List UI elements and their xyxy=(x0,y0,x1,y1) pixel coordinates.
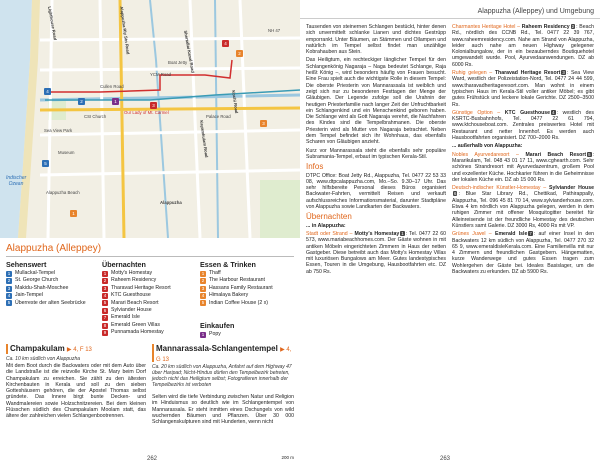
legend-number-badge: 1 xyxy=(201,331,205,337)
stay-cat-6: Deutsch-indischer Künstler-Homestay – xyxy=(452,185,547,192)
stay-text-6: : Blue Star Library Rd., Chettikad, Pathirappally, Alappuzha, Tel. 096 45 81 70 14, www.sylvianderhouse.com. Etwa 4 km nördlich von Alappuzha gelegen, werden in dem ruhigen Zimmer mit offener Mosquitogitter bereitet für Alleinreisende ist der freundliche Homestay des deutschen Künstlers samt Galerie. DZ 3000 Rs, 4000 Rs mit VP. xyxy=(452,191,594,229)
legend-item-stay xyxy=(102,277,198,284)
legend-number-badge: 1 xyxy=(201,270,205,276)
legend-item-label: Emerald Green Villas xyxy=(111,321,160,328)
legend-item-label: Raheem Residency xyxy=(111,277,157,284)
legend-item-label: Marari Beach Resort xyxy=(111,299,159,306)
stay-name-3: Tharavad Heritage Resort xyxy=(494,70,561,77)
page-number-left: 262 xyxy=(147,456,158,462)
legend-item-label: Tharavad Heritage Resort xyxy=(111,284,171,291)
legend-item-label: Überreste der alten Seebrücke xyxy=(15,299,86,306)
map-pin[interactable]: 1 xyxy=(112,98,119,105)
stay-name-2: Raheem Residency xyxy=(521,24,570,30)
legend-item-sights xyxy=(6,292,101,299)
stay-text-2: : Beach Rd., nördlich des CCNB Rd., Tel. 0477 22 39 767, www.raheemresidency.com. Nahe am Strand von Alappuzha, leider auch nahe am neuen Highway gelegener Kolonialbungalow, der in ein bezauberndes Boutiquehotel umgewandelt wurde. Pool, Ayurvedaanwendungen. DZ ab 6000 Rs. xyxy=(452,24,595,68)
stay-text-4: : westlich des KSRTC-Busbahnhofs, Tel. 0477 22 61 794, www.ktchouseboat.com. Zentrales preiswertes Hotel mit Restaurant und netter Innenhof. Es werden auch Hausbootfahrten organisiert. DZ 700–2000 Rs. xyxy=(452,109,594,142)
legend-item-stay xyxy=(102,314,198,321)
map-pin[interactable]: 4 xyxy=(44,88,51,95)
stay-title: Übernachten xyxy=(306,212,352,222)
stay-subtitle-2: ... außerhalb von Alappuzha: xyxy=(452,143,523,150)
article-mannarassala-title xyxy=(156,345,296,364)
legend-stay-title: Übernachten xyxy=(102,260,146,269)
legend-number-badge: 4 xyxy=(201,292,205,298)
city-map xyxy=(0,0,300,238)
legend-item-eat xyxy=(200,285,296,292)
map-label-cullen-road: Cullen Road xyxy=(100,84,124,89)
running-header: Alappuzha (Alleppey) und Umgebung xyxy=(477,8,594,15)
legend-sights-title: Sehenswert xyxy=(6,260,47,269)
legend-item-label: Thaff xyxy=(209,270,221,276)
legend-item-label: Indian Coffee House (2 x) xyxy=(209,299,269,306)
stay-cat-2: Charmantes Heritage Hotel – xyxy=(452,24,521,30)
infos-text: DTPC Office: Boat Jetty Rd., Alappuzha, Tel. 0477 22 53 33 08, www.dtpcalappuzha.com, Mo.–So. 9.30–17 Uhr. Das sehr hilfsbereite Personal dieses Büros organisiert Backwater-Fahrten, vermittelt Reisen und verkauft aufschlussreiches Informationsmaterial, darunter Stadtpläne von Alappuzha sowie Landkarten der Backwaters. xyxy=(306,172,446,211)
map-label-rly-road: Alappuzha Rly Stn Road xyxy=(119,6,131,55)
legend-number-badge: 1 xyxy=(103,270,107,276)
legend-shop-title: Einkaufen xyxy=(200,321,235,330)
legend-item-label: Mullackal-Tempel xyxy=(15,270,56,276)
mannarassala-rating: ▶ 4, G 13 xyxy=(156,347,292,363)
stay-cat-3: Ruhig gelegen – xyxy=(452,70,493,77)
mannarassala-text: Selten wird die tiefe Verbindung zwischen Natur und Religion im Hinduismus so deutlich wie im Schlangentempel von Mannarassala. Er steht inmitten eines Dschungels von wild wuchernden Bäumen und Pflanzen. Über 30 000 Schlangenskulpturen sind mit Hunderten, wenn nicht xyxy=(152,394,294,426)
legend-item-eat xyxy=(200,270,296,277)
legend-item-eat xyxy=(200,292,296,299)
legend-item-eat xyxy=(200,300,296,307)
legend-number-badge: 1 xyxy=(7,270,11,276)
stay-name-1: Motty's Homestay xyxy=(354,230,400,237)
legend-number-badge: 4 xyxy=(103,292,107,298)
stay-entry-tharavad: Ruhig gelegen – Tharavad Heritage Resort 3 : Sea View Ward, westlich der Polizeistation-Nord, Tel. 0477 24 44 599, www.tharavadheritageresort.com. Man wohnt in einem typischen Haus im Kerala-Stil voller antiker Möbel; es gibt gutes Frühstück und leckere lokale Gerichte. DZ 2500–3500 Rs. xyxy=(452,70,594,108)
stay-text-3: : Sea View Ward, westlich der Polizeistation-Nord, Tel. 0477 24 44 599, www.tharavadheritageresort.com. Man wohnt in einem typischen Haus im Kerala-Stil voller antiker Möbel; es gibt gutes Frühstück und leckere lokale Gerichte. DZ 2500–3500 Rs. xyxy=(452,70,594,108)
map-label-lighthouse-road: Lighthouse Road xyxy=(47,6,58,41)
legend-number-badge: 5 xyxy=(201,300,205,306)
stay-name-4: KTC Guesthouse xyxy=(504,109,551,116)
legend-item-stay xyxy=(102,285,198,292)
legend-item-label: Sylviander House xyxy=(111,307,152,314)
map-pin[interactable]: 1 xyxy=(70,210,77,217)
legend-eat xyxy=(200,270,296,307)
legend-item-stay xyxy=(102,300,198,307)
map-label-boat-jetty: Boat Jetty xyxy=(168,60,188,65)
map-scale: 200 m xyxy=(281,455,294,460)
legend-item-label: The Harbour Restaurant xyxy=(209,277,265,284)
legend-item-label: Himalaya Bakery xyxy=(209,292,249,299)
legend-item-label: Emerald Isle xyxy=(111,314,140,321)
mannarassala-title-text: Mannarassala-Schlangentempel xyxy=(156,344,278,353)
right-column-1 xyxy=(306,24,446,456)
section-title: Alappuzha (Alleppey) xyxy=(6,243,102,254)
mannarassala-cont-3: Kurz vor Mannarassala steht die ebenfalls sehr populäre Subramania-Tempel, erbaut im typischen Kerala-Stil. xyxy=(306,147,446,160)
legend-item-shop xyxy=(200,331,296,338)
map-label-shertallai-road: Shertallai Kanal Road xyxy=(183,30,196,74)
legend-number-badge: 7 xyxy=(103,315,107,321)
legend-number-badge: 5 xyxy=(7,300,11,306)
champakulam-title-text: Champakulam xyxy=(10,344,65,353)
legend-number-badge: 2 xyxy=(7,278,11,284)
legend-item-label: Punnamada Homestay xyxy=(111,329,164,336)
legend-item-sights xyxy=(6,277,101,284)
stay-text-7: : auf einer Insel in den Backwaters 12 km südlich von Alappuzha, Tel. 0477 270 32 65 9, www.emeraldisleKerala.com. Eine Familienvilla mit nur 4 Zimmern und freundlichen Gastgebern. Hängematten, kurze Wanderwege und gutes Essen tragen zum Wohlergehen der Gäste bei. Ideales Basislager, um die Backwaters zu erkunden. DZ ab 5900 Rs. xyxy=(452,231,594,275)
stay-cat-7: Grünes Juwel – xyxy=(452,231,492,238)
infos-title: Infos xyxy=(306,162,324,172)
legend-eat-title: Essen & Trinken xyxy=(200,260,256,269)
legend-item-stay xyxy=(102,292,198,299)
map-label-kayamkulam-road: Kayamkulam Road xyxy=(199,120,210,158)
map-label-museum: Museum xyxy=(58,150,75,155)
article-champakulam-title xyxy=(10,345,92,355)
legend-item-label: Hassans Family Restaurant xyxy=(209,284,273,291)
map-label-sea-view: Sea View Park xyxy=(44,128,73,133)
map-label-csi-church: CSI Church xyxy=(84,114,107,119)
map-pin[interactable]: 5 xyxy=(42,160,49,167)
stay-entry-motty: Stadt oder Strand – Motty's Homestay 1 : Tel. 0477 22 60 573, www.mariabeachhomes.com. Der Gäste wohnen in mit antiken Möbeln eingerichteten Zimmern in Haus der netten Gastgeber. Diese betreibt auch das Motty's Homestay Villas mit luxuriösen Bungalows am Meer. Gutes landestypisches Essen, Touren in die Umgebung, Hausbootfahrten etc. DZ ab 750 Rs. xyxy=(306,230,446,275)
stay-name-5: Marari Beach Resort xyxy=(525,151,587,158)
legend-item-stay xyxy=(102,329,198,336)
legend-number-badge: 3 xyxy=(7,285,11,291)
stay-subtitle: ... in Alappuzha: xyxy=(306,222,346,229)
legend-item-stay xyxy=(102,270,198,277)
stay-cat-4: Günstige Option – xyxy=(452,109,501,116)
map-label-palace-road: Palace Road xyxy=(206,114,231,119)
legend-item-label: Popy xyxy=(209,331,221,337)
stay-cat-1: Stadt oder Strand – xyxy=(306,230,353,237)
legend-item-label: Makidu-Shah-Moschee xyxy=(15,284,69,291)
mannarassala-subtitle: Ca. 20 km südlich von Alappuzha, Anfahrt auf dem Highway 47 über Haripad; Nicht-Hindus dürfen den Tempelbezirk betreten, jedoch nicht das Heiligtum selbst; Fotografieren innerhalb der Tempelbezirks ist verboten xyxy=(152,364,292,388)
map-pin[interactable]: 4 xyxy=(222,40,229,47)
map-label-ycm-road: YCM Road xyxy=(150,72,172,77)
stay-entry-emerald: Grünes Juwel – Emerald Isle 7 : auf einer Insel in den Backwaters 12 km südlich von Alappuzha, Tel. 0477 270 32 65 9, www.emeraldisleKerala.com. Eine Familienvilla mit nur 4 Zimmern und freundlichen Gastgebern. Hängematten, kurze Wanderwege und gutes Essen tragen zum Wohlergehen der Gäste bei. Ideales Basislager, um die Backwaters zu erkunden. DZ ab 5900 Rs. xyxy=(452,231,594,275)
legend-item-stay xyxy=(102,307,198,314)
map-label-our-lady: Our Lady of Mt. Carmel xyxy=(124,110,169,115)
stay-cat-5: Nobles Ayurvedaresort – xyxy=(452,151,519,158)
right-page xyxy=(300,0,600,468)
stay-entry-ktc: Günstige Option – KTC Guesthouse 4 : westlich des KSRTC-Busbahnhofs, Tel. 0477 22 61 794, www.ktchouseboat.com. Zentrales preiswertes Hotel mit Restaurant und netter Innenhof. Es werden auch Hausbootfahrten organisiert. DZ 700–2000 Rs. xyxy=(452,109,594,142)
stay-text-1: : Tel. 0477 22 60 573, www.mariabeachhomes.com. Der Gäste wohnen in mit antiken Möbeln eingerichteten Zimmern in Haus der netten Gastgeber. Diese betreibt auch das Motty's Homestay Villas mit luxuriösen Bungalows am Meer. Gutes landestypisches Essen, Touren in die Umgebung, Hausbootfahrten etc. DZ ab 750 Rs. xyxy=(306,230,446,275)
stay-entry-sylviander: Deutsch-indischer Künstler-Homestay – Sylviander House6 : Blue Star Library Rd., Chettikad, Pathirappally, Alappuzha, Tel. 096 45 81 70 14, www.sylvianderhouse.com. Etwa 4 km nördlich von Alappuzha gelegen, werden in dem ruhigen Zimmer mit offener Mosquitogitter bereitet für Alleinreisende ist der freundliche Homestay des deutschen Künstlers samt Galerie. DZ 3000 Rs, 4000 Rs mit VP. xyxy=(452,185,594,229)
champakulam-text: Mit dem Boot durch die Backwaters oder mit dem Auto über die Landstraße ist die reizvolle Kirche St. Mary beim Dorf Champakulam zu erreichen. Sie zählt zu den ältesten Kirchenbauten in Kerala und soll zu den sieben Gotteshäusern gehören, die der Apostel Thomas selbst gründete. Das Innere birgt bunte Decken- und Wandmalereien sowie Holzschnitzereien. Bei dem kleinen Flüsschen südlich des Champakulam Moolam statt, das ältere der zahlreichen vielen Schlangenbootrennen. xyxy=(6,363,146,420)
legend-sights xyxy=(6,270,101,307)
map-pin[interactable]: 2 xyxy=(236,50,243,57)
legend-number-badge: 4 xyxy=(7,292,11,298)
legend-number-badge: 6 xyxy=(103,307,107,313)
champakulam-body xyxy=(6,363,146,453)
stay-entry-raheem: Charmantes Heritage Hotel – Raheem Residency 2 : Beach Rd., nördlich des CCNB Rd., Tel. 0477 22 39 767, www.raheemresidency.com. Nahe am Strand von Alappuzha, leider auch nahe am neuen Highway gelegener Kolonialbungalow, der in ein bezauberndes Boutiquehotel umgewandelt wurde. Pool, Ayurvedaanwendungen. DZ ab 6000 Rs. xyxy=(452,24,595,68)
legend-item-eat xyxy=(200,277,296,284)
legend-item-sights xyxy=(6,270,101,277)
legend-number-badge: 2 xyxy=(201,278,205,284)
map-label-town: Alappuzha xyxy=(160,200,182,205)
stay-entry-marari: Nobles Ayurvedaresort – Marari Beach Resort 5 : Mararikulam, Tel. 048 43 01 17 11, www.cghearth.com. Sehr schönes Strandresort mit Ayurvedazentrum, großem Pool und exzellenter Küche. Hochkarier führen in die Geheimnisse der lokalen Küche ein. DZ ab 15 000 Rs. xyxy=(452,151,594,183)
legend-item-sights xyxy=(6,300,101,307)
legend-number-badge: 2 xyxy=(103,278,107,284)
mannarassala-cont-1: Tausenden von steinernen Schlangen bestückt, hinter denen sich unvermittelt schlanke Lianen und dichtes Gestrüpp emporrankt. Unter Bäumen, an Stämmen und Ollampen und natürlich im Tempel selbst findet man unzählige Kobrahauben aus Stein. xyxy=(306,24,446,56)
legend-shop xyxy=(200,331,296,338)
legend-item-label: KTC Guesthouse xyxy=(111,292,151,299)
legend-number-badge: 3 xyxy=(201,285,205,291)
right-column-2 xyxy=(452,24,594,456)
legend-number-badge: 5 xyxy=(103,300,107,306)
map-label-beach: Alappuzha Beach xyxy=(46,190,80,195)
legend-item-label: St. George Church xyxy=(15,277,59,284)
map-pin[interactable]: 2 xyxy=(78,98,85,105)
legend-item-sights xyxy=(6,285,101,292)
legend-item-label: Jain-Tempel xyxy=(15,292,43,299)
stay-text-5: : Mararikulam, Tel. 048 43 01 17 11, www.cghearth.com. Sehr schönes Strandresort mit Ayurvedazentrum, großem Pool und exzellenter Küche. Hochkarier führen in die Geheimnisse der lokalen Küche ein. DZ ab 15 000 Rs. xyxy=(452,151,594,183)
legend-item-stay xyxy=(102,322,198,329)
legend-number-badge: 8 xyxy=(103,322,107,328)
legend-stay xyxy=(102,270,198,337)
map-label-nh47: NH 47 xyxy=(268,28,281,33)
map-label-ocean: Indischer Ozean xyxy=(6,175,27,187)
stay-name-6: Sylviander House xyxy=(549,185,594,192)
mannarassala-cont-2: Das Heiligtum, ein rechteckiger länglicher Tempel für den Schlangenkönig Nagaraja – Naga bedeutet Schlange, Raja heißt König –, wird besonders häufig von Frauen besucht. Eine Frau spielt auch die wichtigste Rolle in diesem Tempel: Die oberste Priesterin von Mannarassala ist weiblich und zeigt sich nur zu besonderen Festtagen der Menge der Gläubigen. Der Legende zufolge soll die Urahnin der heutigen Priesterfamilie nach langer Zeit der Unfruchtbarkeit ein Schlangenkind und ein Menschenkind geboren haben. Die Schlange wird als Gott Nagaraja verehrt, die Nachfahren des Kindes sind die Tempelbrahmanen. Die oberste Priesterin wird als Mutter von Nagaraja betrachtet. Neben dem Tempel befindet sich ihr Wohnhaus, das ebenfalls Scharen von Gläubigen anzieht. xyxy=(306,57,446,146)
legend-number-badge: 9 xyxy=(103,329,107,335)
page-number-right: 263 xyxy=(440,456,451,462)
mannarassala-body xyxy=(152,394,294,454)
map-pin[interactable]: 3 xyxy=(260,120,267,127)
legend-number-badge: 3 xyxy=(103,285,107,291)
legend-item-label: Motty's Homestay xyxy=(111,270,153,276)
map-pin[interactable]: 3 xyxy=(150,102,157,109)
map-label-kochi-road: Kochi Road xyxy=(231,90,240,114)
champakulam-subtitle: Ca. 10 km südlich von Alappuzha xyxy=(6,356,81,362)
champakulam-rating: ▶ 4, F 13 xyxy=(66,347,92,353)
stay-name-7: Emerald Isle xyxy=(494,231,528,238)
